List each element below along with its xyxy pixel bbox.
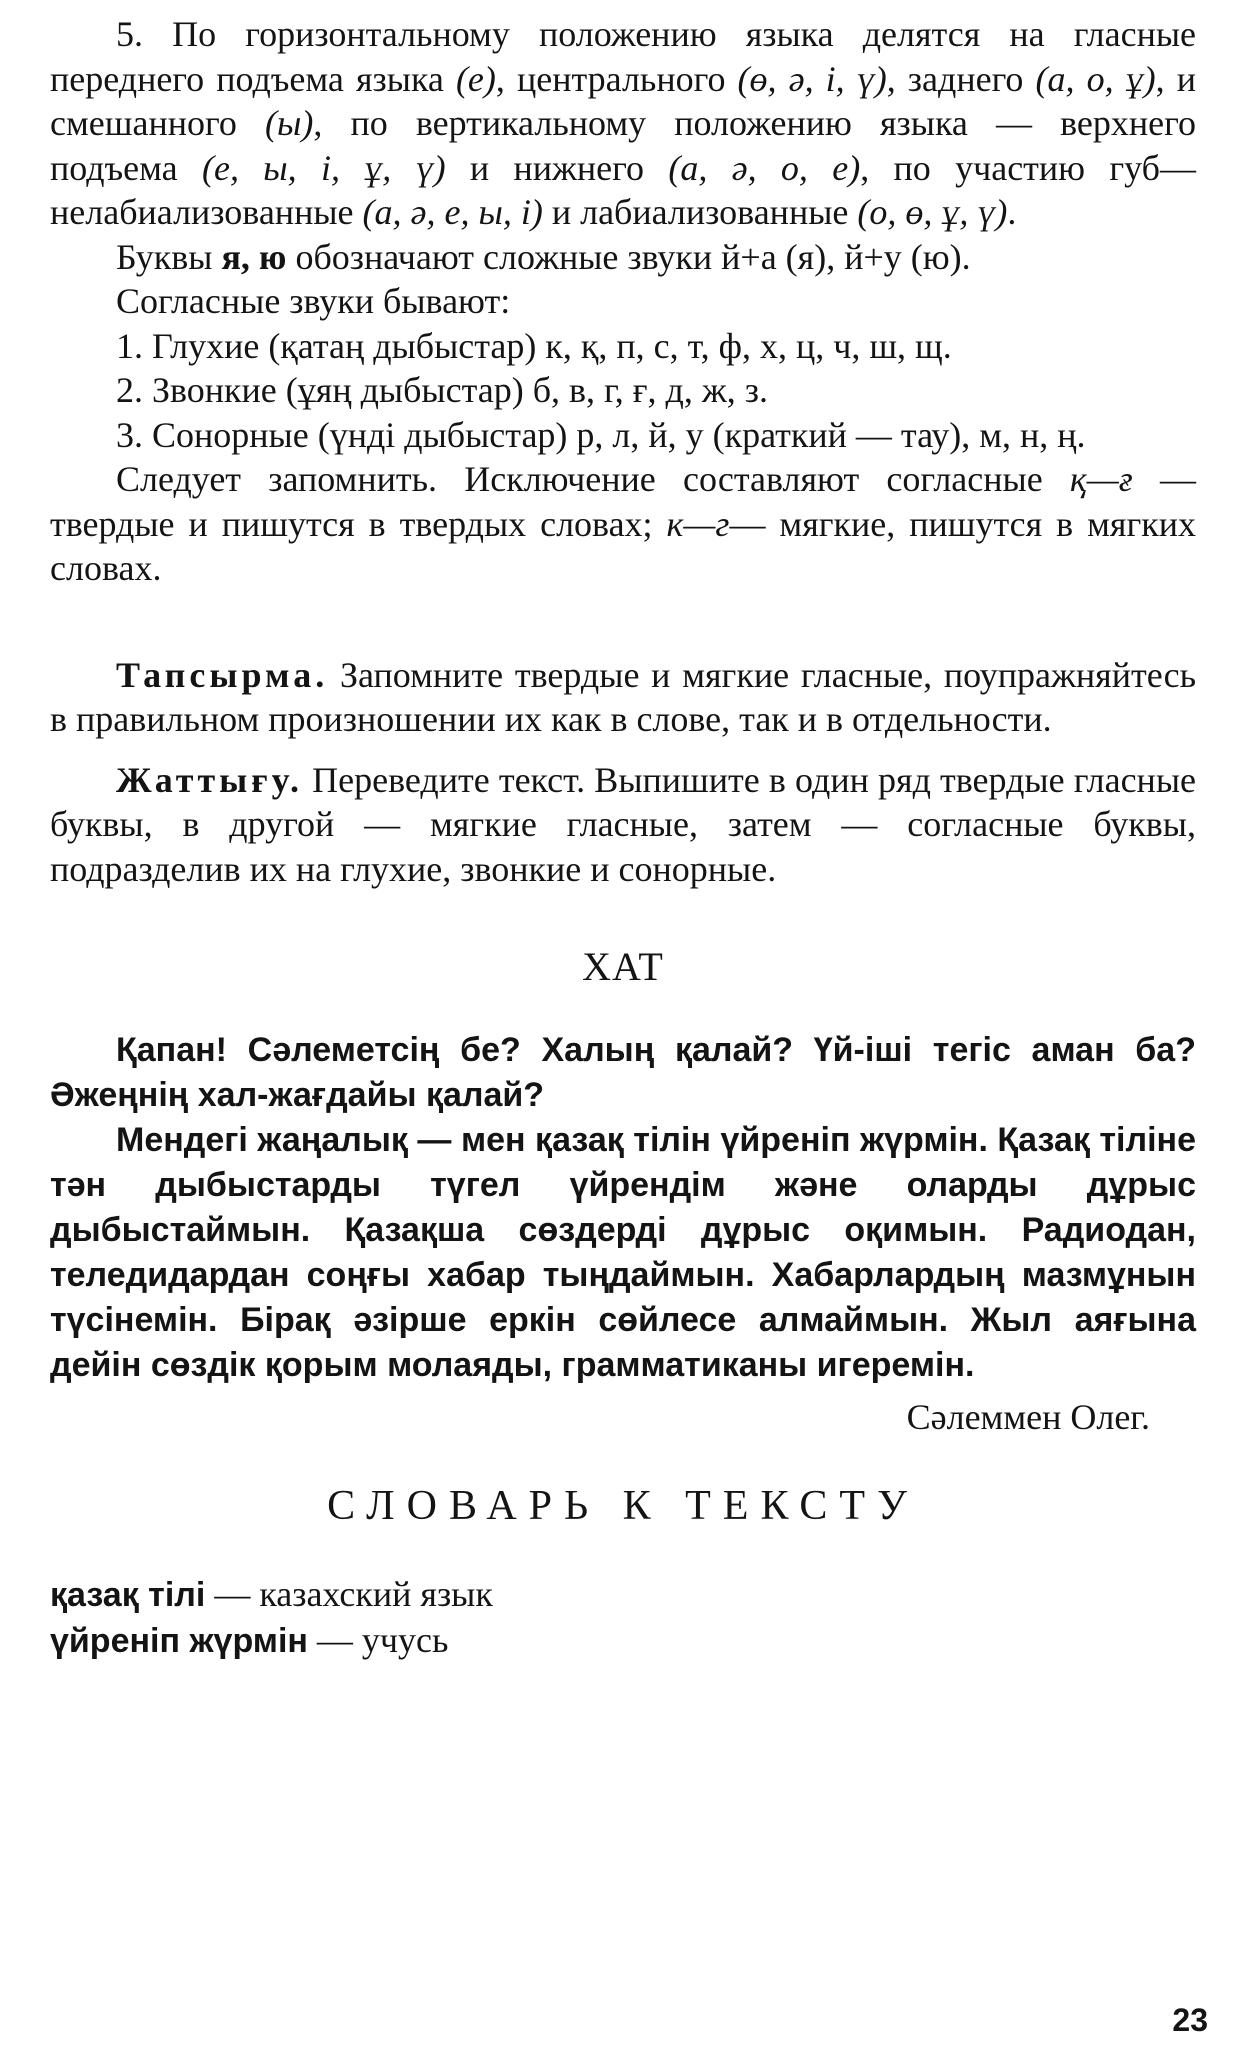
text-run: , и смешанного: [50, 58, 1196, 143]
task-label: Тапсырма.: [116, 654, 329, 695]
text-run: обозначают сложные звуки й+а (я), й+у (ю).: [286, 236, 971, 277]
dictionary-entry: [50, 1618, 1196, 1664]
text-run: 1. Глухие (қатаң дыбыстар): [116, 325, 546, 366]
text-run: , по участию губ—нелабиализованные: [50, 147, 1196, 232]
text-run: , по вертикальному положению языка — верхнего подъема: [50, 103, 1196, 188]
dictionary-list: [50, 1572, 1196, 1664]
text-run: 5. По горизонтальному положению языка делятся на гласные переднего подъема языка: [50, 14, 1196, 99]
text-run: Буквы: [116, 236, 222, 277]
rules-section: [50, 12, 1196, 591]
example-letters: (а, ә, е, ы, і): [362, 192, 543, 232]
exercise-paragraph: [50, 758, 1196, 892]
voiceless-consonants: [50, 324, 1196, 369]
text-run: — твердые и пишутся в твердых словах;: [50, 459, 1197, 544]
dictionary-translation: — казахский язык: [205, 1574, 493, 1614]
example-letters: (ө, ә, і, ү): [737, 58, 887, 99]
text-run: Следует запомнить. Исключение составляют согласные: [116, 459, 1070, 499]
text-run: 2. Звонкие (ұяң дыбыстар): [116, 370, 533, 410]
example-letters: (о, ө, ұ, ү): [857, 192, 1008, 232]
letter-list: к, қ, п, с, т, ф, х, ц, ч, ш, щ: [545, 325, 943, 366]
letter-list: р, л, й, у: [576, 414, 704, 455]
task-text: Запомните твердые и мягкие гласные, поупражняйтесь в правильном произношении их как в слове, так и в отдельности.: [50, 654, 1196, 739]
text-run: и нижнего: [445, 147, 669, 188]
text-run: , заднего: [886, 58, 1036, 99]
example-letters: (е): [455, 58, 496, 99]
task-paragraph: [50, 653, 1196, 742]
exercise-label: Жаттығу.: [116, 759, 303, 800]
compound-sounds-paragraph: [50, 235, 1196, 280]
bold-letters: я, ю: [221, 236, 287, 277]
dictionary-word: қазақ тілі: [50, 1576, 206, 1614]
text-run: — мягкие, пишутся в мягких словах.: [50, 503, 1196, 588]
page: [50, 12, 1196, 1664]
example-letters: қ—ғ: [1069, 459, 1133, 499]
letter-paragraph-2: Мендегі жаңалық — мен қазақ тілін үйреніп жүрмін. Қазақ тіліне тән дыбыстарды түгел үйрендім және оларды дұрыс дыбыстаймын. Қазақша сөздерді дұрыс оқимын. Радиодан, теледидардан соңғы хабар тыңдаймын. Хабарлардың мазмұнын түсінемін. Бірақ әзірше еркін сөйлесе алмаймын. Жыл аяғына дейін сөздік қорым молаяды, грамматиканы игеремін.: [50, 1121, 1196, 1384]
example-letters: (а, о, ұ): [1035, 58, 1156, 99]
dictionary-translation: — учусь: [307, 1620, 449, 1660]
example-letters: (ы): [264, 103, 314, 143]
text-run: .: [1007, 192, 1017, 232]
text-run: .: [1076, 414, 1086, 455]
example-letters: (а, ә, о, е): [668, 147, 861, 188]
letter-title: ХАТ: [582, 944, 664, 989]
text-run: и лабиализованные: [542, 192, 858, 232]
dictionary-entry: [50, 1572, 1196, 1618]
example-letters: (е, ы, і, ұ, ү): [201, 147, 446, 188]
consonants-intro: Согласные звуки бывают:: [116, 281, 511, 321]
letter-paragraph-1: Қапан! Сәлеметсің бе? Халың қалай? Үй-іші тегіс аман ба? Әжеңнің хал-жағдайы қалай?: [50, 1031, 1196, 1114]
example-letters: к—г: [666, 503, 730, 544]
exception-note: [50, 457, 1196, 591]
text-run: (краткий — тау),: [703, 414, 980, 455]
page-number: 23: [1172, 2002, 1208, 2038]
exercise-text: Переведите текст. Выпишите в один ряд твердые гласные буквы, в другой — мягкие гласные, затем — согласные буквы, подразделив их на глухие, звонкие и сонорные.: [50, 759, 1196, 889]
sonorant-consonants: [50, 413, 1196, 458]
letter-list: м, н, ң: [979, 414, 1077, 455]
dictionary-word: үйреніп жүрмін: [50, 1622, 308, 1660]
letter-body: [50, 1028, 1196, 1388]
letter-signature: Сәлеммен Олег.: [906, 1397, 1150, 1437]
text-run: .: [942, 325, 952, 366]
text-run: , центрального: [495, 58, 738, 99]
text-run: .: [758, 370, 768, 410]
letter-list: б, в, г, ғ, д, ж, з: [532, 370, 759, 410]
vowel-classification-paragraph: [50, 12, 1196, 235]
dictionary-title: СЛОВАРЬ К ТЕКСТУ: [327, 1483, 919, 1529]
text-run: 3. Сонорные (үнді дыбыстар): [116, 414, 577, 455]
voiced-consonants: [50, 368, 1196, 413]
